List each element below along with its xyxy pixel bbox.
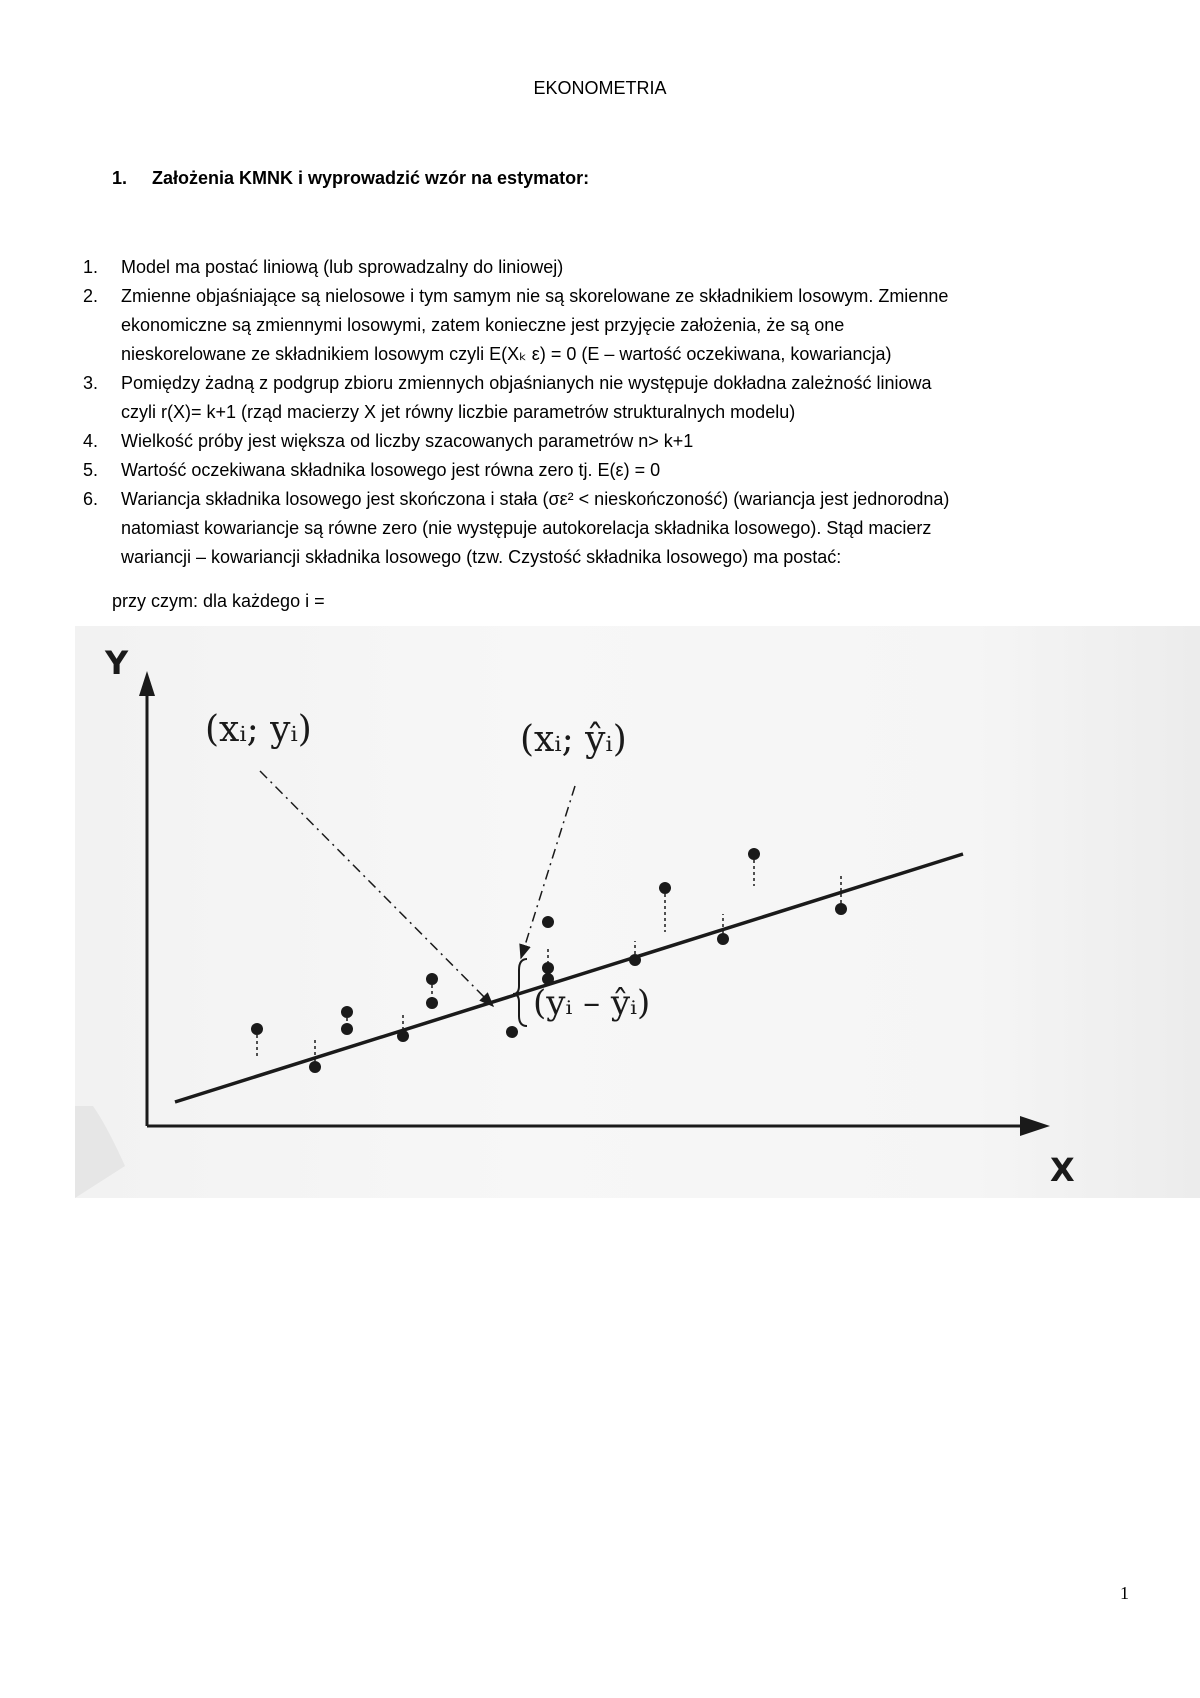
fitted-point-label: (xᵢ; ŷᵢ) xyxy=(520,719,627,760)
list-item xyxy=(0,485,1200,572)
list-item-text: Pomiędzy żadną z podgrup zbioru zmiennych objaśnianych nie występuje dokładna zależność liniowa xyxy=(121,373,932,393)
after-list-text: przy czym: dla każdego i = xyxy=(112,591,325,611)
x-axis-label: X xyxy=(1050,1151,1075,1189)
y-axis-label: Y xyxy=(105,644,129,682)
list-item xyxy=(0,282,1200,369)
list-item-text: natomiast kowariancje są równe zero (nie występuje autokorelacja składnika losowego). Stąd macierz xyxy=(121,518,932,538)
observed-point-arrow xyxy=(260,771,493,1006)
list-item-text: Model ma postać liniową (lub sprowadzalny do liniowej) xyxy=(121,257,564,277)
x-axis-arrow-icon xyxy=(1020,1116,1050,1136)
list-item-number: 4. xyxy=(83,431,99,451)
list-item xyxy=(0,369,1200,427)
document-title: EKONOMETRIA xyxy=(533,78,667,98)
list-item-number: 1. xyxy=(83,257,99,277)
page-number: 1 xyxy=(1120,1583,1129,1603)
y-axis-arrow-icon xyxy=(139,671,155,696)
list-item-text: Zmienne objaśniające są nielosowe i tym samym nie są skorelowane ze składnikiem losowym. Zmienne xyxy=(121,286,949,306)
regression-diagram xyxy=(75,626,1200,1198)
assumptions-list xyxy=(0,253,1200,572)
section-heading-text: Założenia KMNK i wyprowadzić wzór na estymator: xyxy=(152,168,590,188)
list-item xyxy=(0,456,1200,485)
observed-point-label: (xᵢ; yᵢ) xyxy=(205,709,312,750)
list-item-text: Wariancja składnika losowego jest skończona i stała (σε² < nieskończoność) (wariancja jest jednorodna) xyxy=(121,489,950,509)
list-item-text: ekonomiczne są zmiennymi losowymi, zatem konieczne jest przyjęcie założenia, że są one xyxy=(121,315,845,335)
list-item-number: 3. xyxy=(83,373,99,393)
section-number: 1. xyxy=(112,168,128,188)
list-item-text: wariancji – kowariancji składnika losowego (tzw. Czystość składnika losowego) ma postać: xyxy=(121,547,842,567)
list-item-number: 5. xyxy=(83,460,99,480)
scan-shadow xyxy=(75,1106,125,1198)
list-item xyxy=(0,427,1200,456)
list-item xyxy=(0,253,1200,282)
list-item-text: Wartość oczekiwana składnika losowego jest równa zero tj. E(ε) = 0 xyxy=(121,460,661,480)
list-item-text: czyli r(X)= k+1 (rząd macierzy X jet równy liczbie parametrów strukturalnych modelu) xyxy=(121,402,796,422)
residual-label: (yᵢ – ŷᵢ) xyxy=(533,983,651,1023)
list-item-text: nieskorelowane ze składnikiem losowym czyli E(Xₖ ε) = 0 (E – wartość oczekiwana, kowariancja) xyxy=(121,344,892,364)
list-item-text: Wielkość próby jest większa od liczby szacowanych parametrów n> k+1 xyxy=(121,431,694,451)
list-item-number: 6. xyxy=(83,489,99,509)
list-item-number: 2. xyxy=(83,286,99,306)
data-points xyxy=(251,848,847,1073)
fitted-point-arrow xyxy=(521,786,575,958)
section-heading xyxy=(112,168,589,189)
residual-lines xyxy=(257,854,841,1067)
regression-line xyxy=(175,854,963,1102)
regression-figure xyxy=(75,626,1200,1198)
